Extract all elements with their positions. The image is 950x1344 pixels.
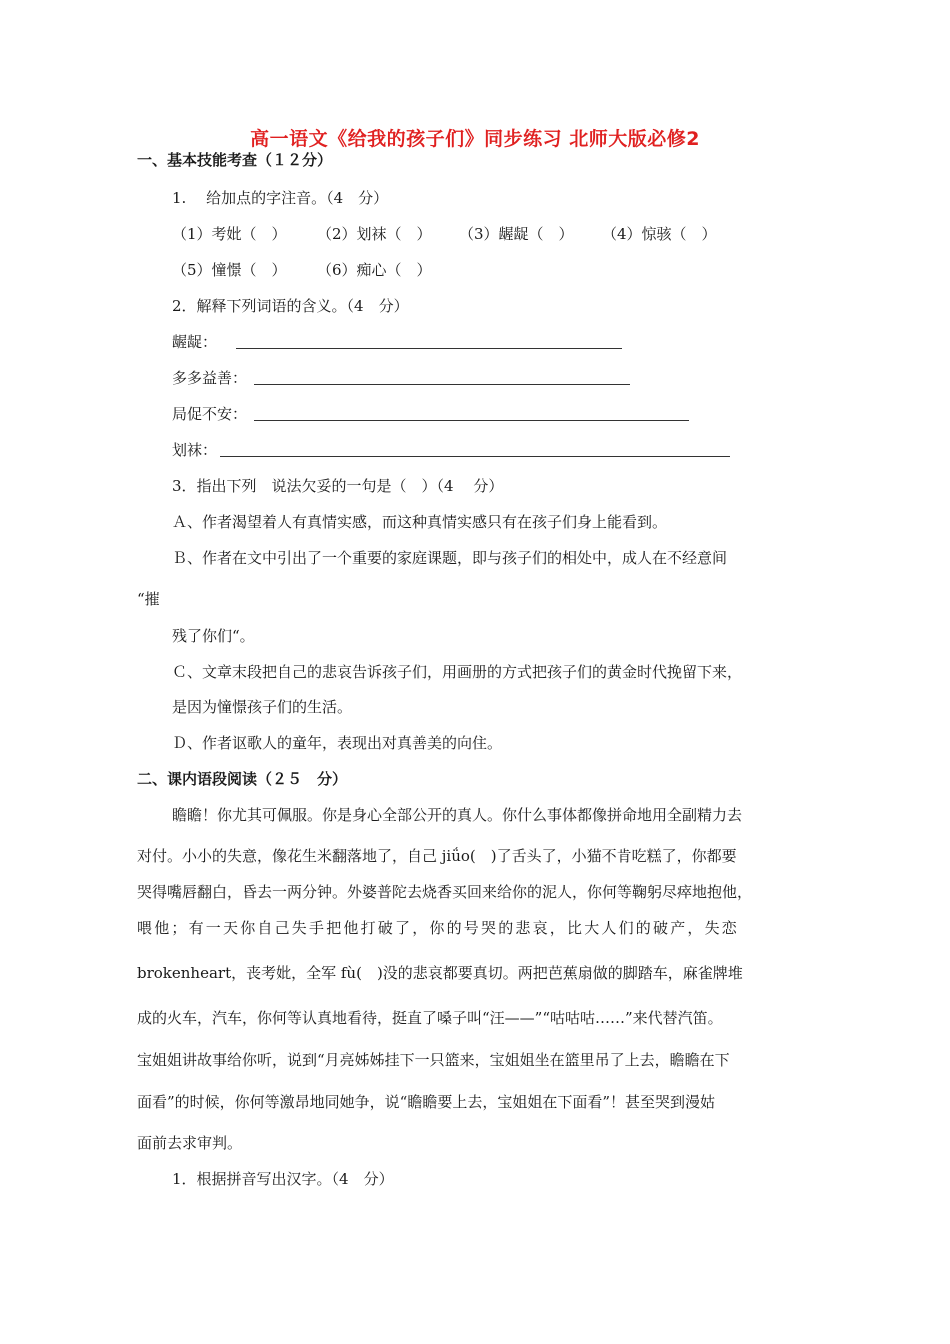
- term-row-3: [172, 404, 247, 424]
- passage-line: 面看”的时候，你何等激昂地同她争，说“瞻瞻要上去，宝姐姐在下面看”！甚至哭到漫姑: [137, 1093, 716, 1111]
- option-a: Ａ、作者渴望着人有真情实感，而这种真情实感只有在孩子们身上能看到。: [172, 513, 668, 531]
- section-2-heading: 二、课内语段阅读（２５ 分）: [137, 770, 348, 788]
- passage-line: 宝姐姐讲故事给你听，说到“月亮姊姊挂下一只篮来，宝姐姐坐在篮里吊了上去，瞻瞻在下: [137, 1051, 730, 1069]
- passage-line: 成的火车，汽车，你何等认真地看待，挺直了嗓子叫“汪——”“咕咕咕……”来代替汽笛。: [137, 1009, 723, 1027]
- term-label: 多多益善：: [172, 369, 248, 387]
- term-row-4: [172, 440, 217, 460]
- answer-blank[interactable]: [254, 406, 689, 421]
- term-label: 龌龊：: [172, 333, 218, 351]
- question-2-prompt: 2．解释下列词语的含义。（4 分）: [172, 297, 409, 315]
- option-c-line-2: 是因为憧憬孩子们的生活。: [172, 698, 353, 716]
- option-c-line-1: Ｃ、文章末段把自己的悲哀告诉孩子们，用画册的方式把孩子们的黄金时代挽留下来，: [172, 663, 743, 681]
- section-2-question-1: 1．根据拼音写出汉字。（4 分）: [172, 1170, 394, 1188]
- answer-blank[interactable]: [220, 442, 730, 457]
- answer-blank[interactable]: [236, 334, 622, 349]
- item-2: （2）划袜（ ）: [317, 225, 432, 243]
- item-6: （6）痴心（ ）: [317, 261, 432, 279]
- passage-line: 对付。小小的失意，像花生米翻落地了，自己 jiǘo( )了舌头了，小猫不肯吃糕了，你都要: [137, 847, 737, 865]
- answer-blank[interactable]: [254, 370, 630, 385]
- term-row-2: [172, 368, 247, 388]
- passage-line: brokenheart，丧考妣，全军 fù( )没的悲哀都要真切。两把芭蕉扇做的脚踏车，麻雀牌堆: [137, 964, 743, 982]
- option-d: Ｄ、作者讴歌人的童年，表现出对真善美的向住。: [172, 734, 503, 752]
- item-5: （5）憧憬（ ）: [172, 261, 287, 279]
- question-1-prompt: 1. 给加点的字注音。（4 分）: [172, 189, 389, 207]
- term-label: 局促不安：: [172, 405, 248, 423]
- item-4: （4）惊骇（ ）: [602, 225, 717, 243]
- page-title: 高一语文《给我的孩子们》同步练习 北师大版必修2: [250, 128, 700, 150]
- option-b-line-2: “摧: [137, 590, 160, 608]
- item-3: （3）龌龊（ ）: [459, 225, 574, 243]
- question-3-prompt: 3．指出下列 说法欠妥的一句是（ ）（4 分）: [172, 477, 504, 495]
- term-row-1: [172, 332, 217, 352]
- passage-line: 喂他；有一天你自己失手把他打破了，你的号哭的悲哀，比大人们的破产，失恋: [137, 919, 740, 937]
- option-b-line-3: 残了你们“。: [172, 627, 255, 645]
- passage-line: 瞻瞻！你尤其可佩服。你是身心全部公开的真人。你什么事体都像拼命地用全副精力去: [172, 806, 743, 824]
- passage-line: 面前去求审判。: [137, 1134, 243, 1152]
- option-b-line-1: Ｂ、作者在文中引出了一个重要的家庭课题，即与孩子们的相处中，成人在不经意间: [172, 549, 728, 567]
- term-label: 划袜：: [172, 441, 218, 459]
- passage-line: 哭得嘴唇翻白，昏去一两分钟。外婆普陀去烧香买回来给你的泥人，你何等鞠躬尽瘁地抱他，: [137, 883, 753, 901]
- item-1: （1）考妣（ ）: [172, 225, 287, 243]
- section-1-heading: 一、基本技能考查（１２分）: [137, 151, 333, 169]
